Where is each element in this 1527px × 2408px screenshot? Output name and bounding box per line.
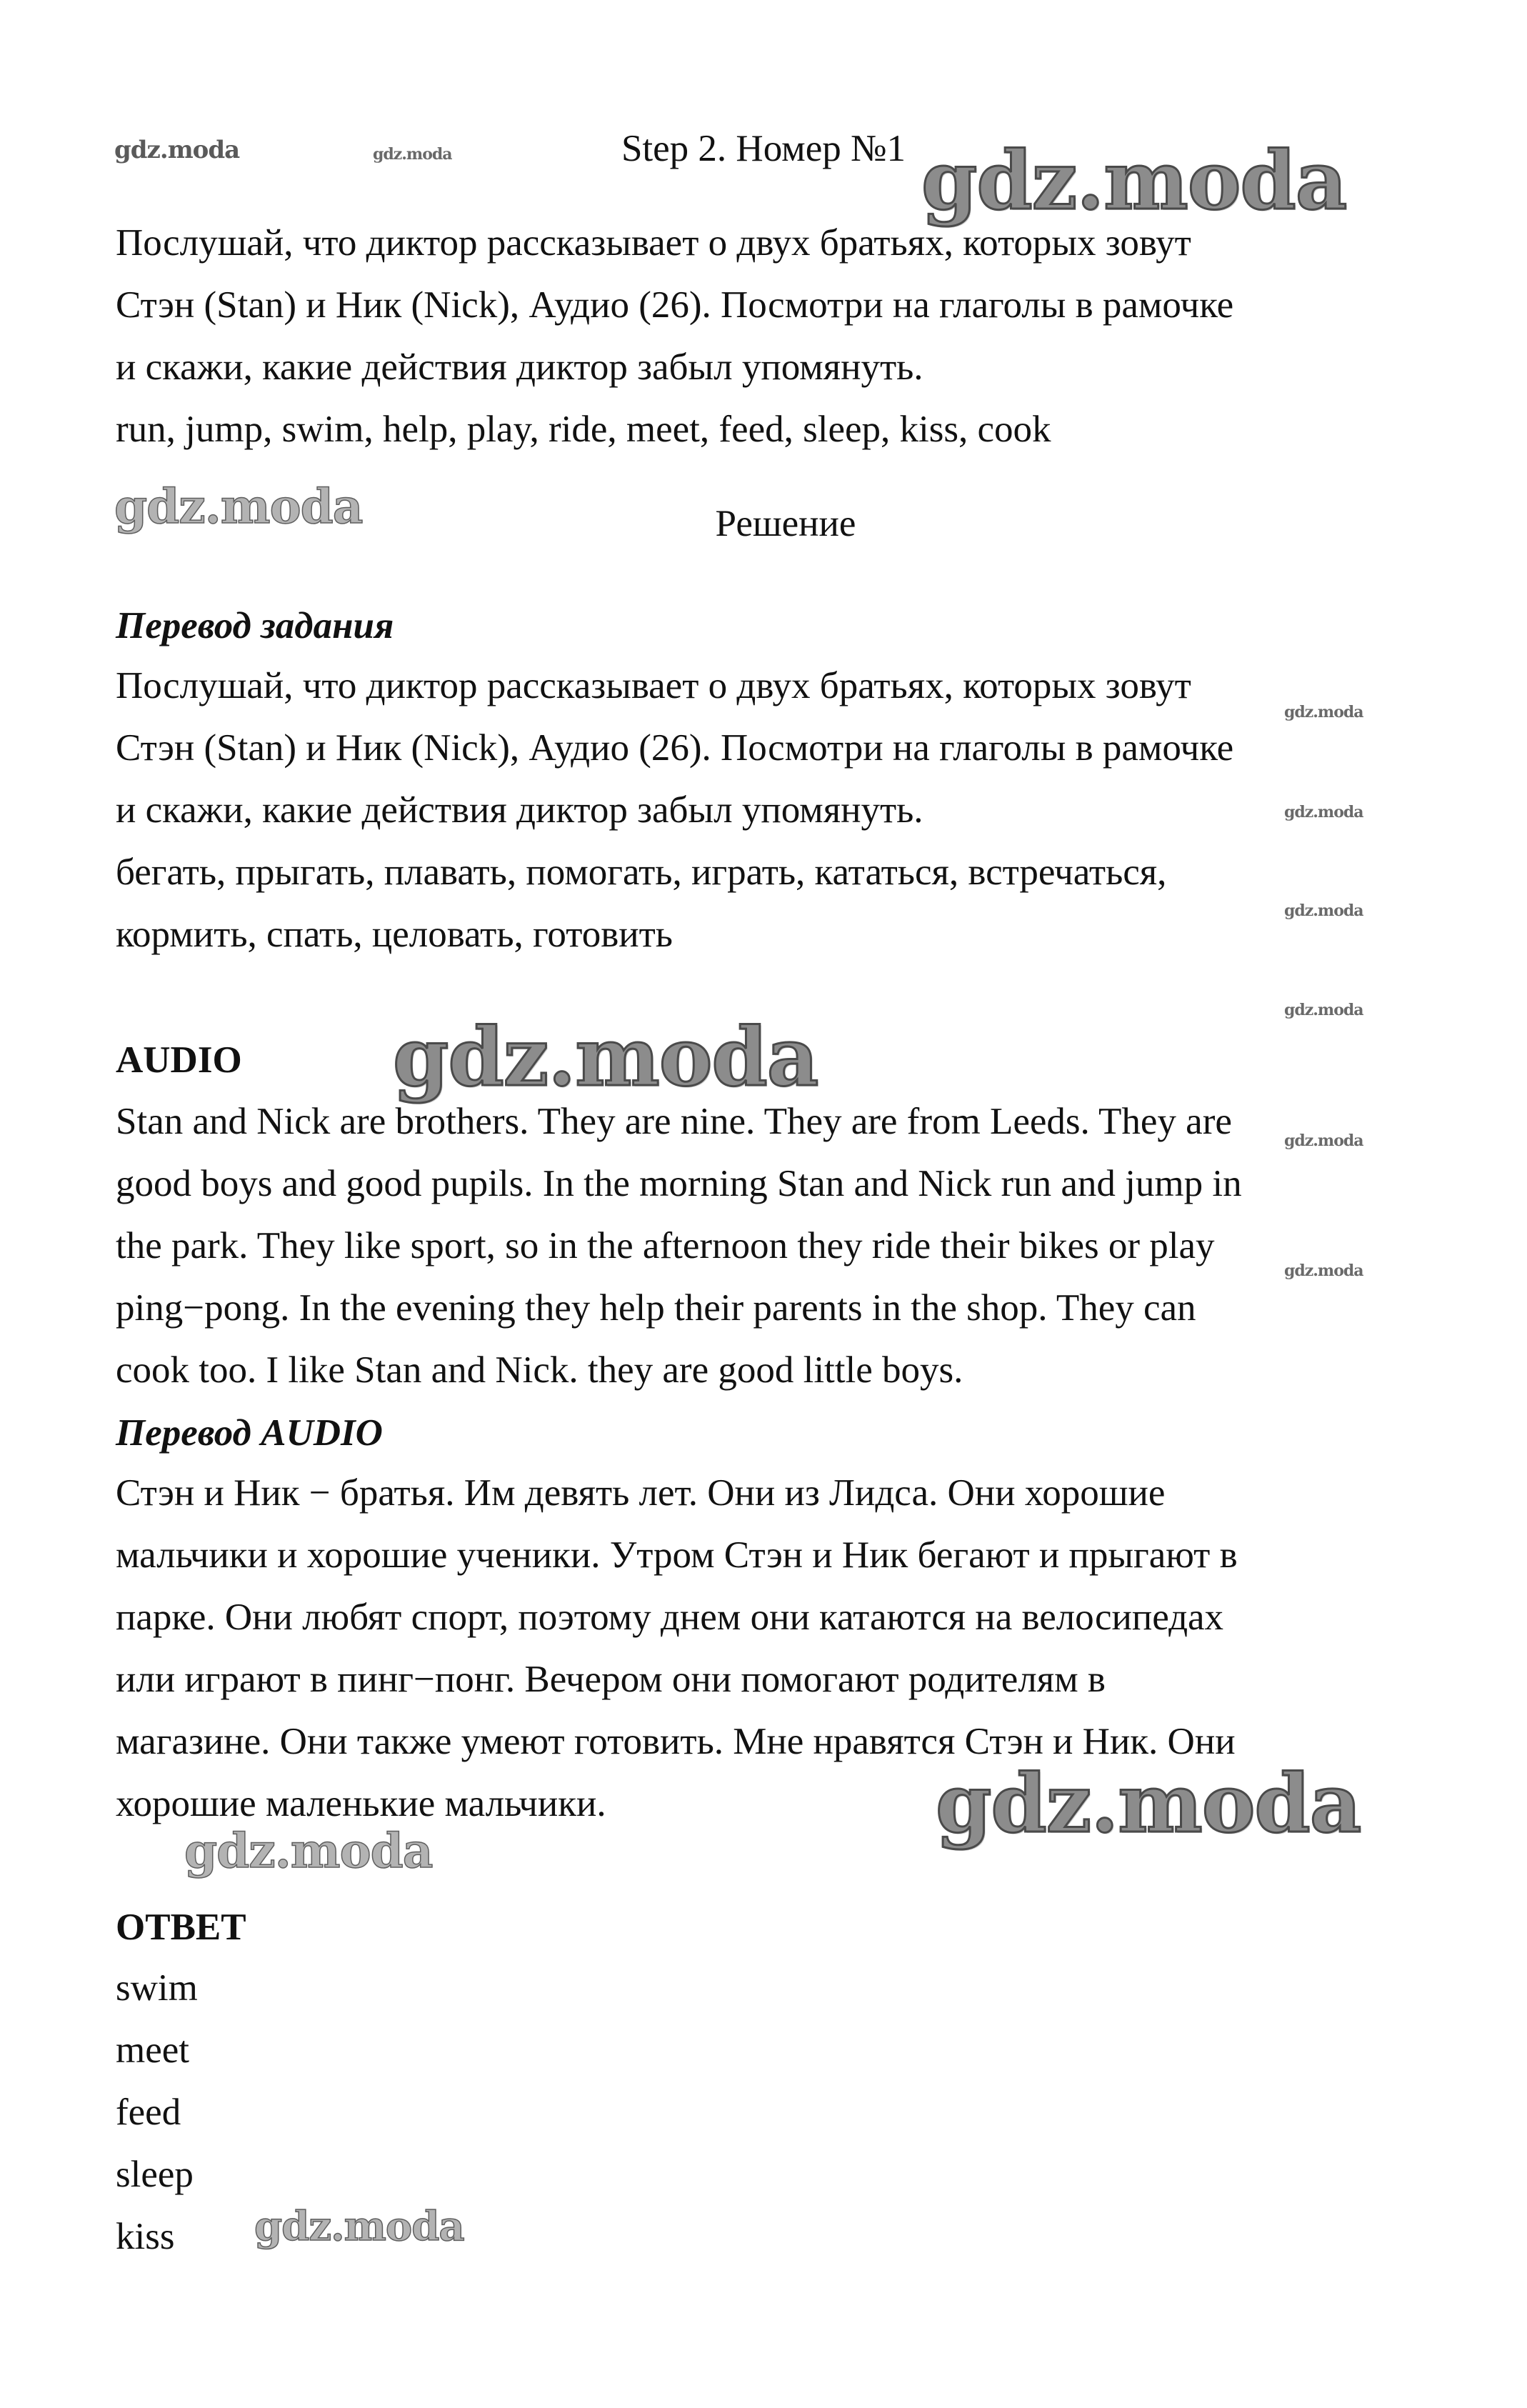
audio-heading: AUDIO	[116, 1039, 242, 1081]
translation-task-heading: Перевод задания	[116, 605, 394, 646]
translation-audio-text	[116, 1462, 1401, 1835]
translation-audio-line: Стэн и Ник − братья. Им девять лет. Они из Лидса. Они хорошие	[116, 1472, 1166, 1514]
answer-item: meet	[116, 2029, 189, 2071]
watermark: gdz.moda	[1284, 803, 1363, 821]
task-text	[116, 212, 1401, 461]
translation-audio-line: парке. Они любят спорт, поэтому днем они катаются на велосипедах	[116, 1597, 1224, 1638]
task-line: Стэн (Stan) и Ник (Nick), Аудио (26). Посмотри на глаголы в рамочке	[116, 284, 1234, 326]
audio-line: good boys and good pupils. In the morning Stan and Nick run and jump in	[116, 1163, 1242, 1204]
watermark: gdz.moda	[114, 136, 240, 164]
translation-audio-line: магазине. Они также умеют готовить. Мне нравятся Стэн и Ник. Они	[116, 1721, 1236, 1762]
watermark: gdz.moda	[921, 134, 1347, 228]
verb-list: run, jump, swim, help, play, ride, meet, feed, sleep, kiss, cook	[116, 409, 1051, 450]
watermark: gdz.moda	[184, 1823, 433, 1879]
watermark: gdz.moda	[936, 1757, 1361, 1851]
audio-line: Stan and Nick are brothers. They are nine. They are from Leeds. They are	[116, 1101, 1232, 1142]
watermark: gdz.moda	[114, 479, 363, 534]
translation-audio-line: хорошие маленькие мальчики.	[116, 1783, 606, 1824]
translation-line: Стэн (Stan) и Ник (Nick), Аудио (26). Посмотри на глаголы в рамочке	[116, 727, 1234, 769]
watermark: gdz.moda	[254, 2203, 464, 2250]
translation-audio-heading: Перевод AUDIO	[116, 1412, 383, 1454]
translation-line: Послушай, что диктор рассказывает о двух братьях, которых зовут	[116, 665, 1191, 706]
answer-list	[116, 1957, 1401, 2268]
audio-text	[116, 1091, 1401, 1402]
translation-line: бегать, прыгать, плавать, помогать, играть, кататься, встречаться,	[116, 851, 1167, 893]
translation-line: кормить, спать, целовать, готовить	[116, 914, 673, 955]
watermark: gdz.moda	[1284, 901, 1363, 920]
watermark: gdz.moda	[1284, 1131, 1363, 1150]
watermark: gdz.moda	[1284, 1262, 1363, 1280]
audio-line: the park. They like sport, so in the afternoon they ride their bikes or play	[116, 1225, 1215, 1267]
watermark: gdz.moda	[373, 145, 452, 164]
translation-task-text	[116, 655, 1401, 966]
audio-line: cook too. I like Stan and Nick. they are good little boys.	[116, 1349, 963, 1391]
answer-item: sleep	[116, 2154, 194, 2195]
translation-audio-line: или играют в пинг−понг. Вечером они помогают родителям в	[116, 1659, 1106, 1700]
answer-item: feed	[116, 2092, 181, 2133]
translation-audio-line: мальчики и хорошие ученики. Утром Стэн и Ник бегают и прыгают в	[116, 1534, 1238, 1576]
solution-label: Решение	[715, 503, 856, 544]
audio-line: ping−pong. In the evening they help their parents in the shop. They can	[116, 1287, 1196, 1329]
watermark: gdz.moda	[1284, 703, 1363, 721]
task-line: Послушай, что диктор рассказывает о двух братьях, которых зовут	[116, 222, 1191, 264]
watermark: gdz.moda	[393, 1011, 818, 1104]
task-line: и скажи, какие действия диктор забыл упомянуть.	[116, 346, 923, 388]
watermark: gdz.moda	[1284, 1001, 1363, 1019]
answer-heading: ОТВЕТ	[116, 1907, 246, 1948]
answer-item: swim	[116, 1967, 198, 2009]
translation-line: и скажи, какие действия диктор забыл упомянуть.	[116, 789, 923, 831]
page-title: Step 2. Номер №1	[621, 128, 906, 169]
answer-item: kiss	[116, 2216, 175, 2257]
